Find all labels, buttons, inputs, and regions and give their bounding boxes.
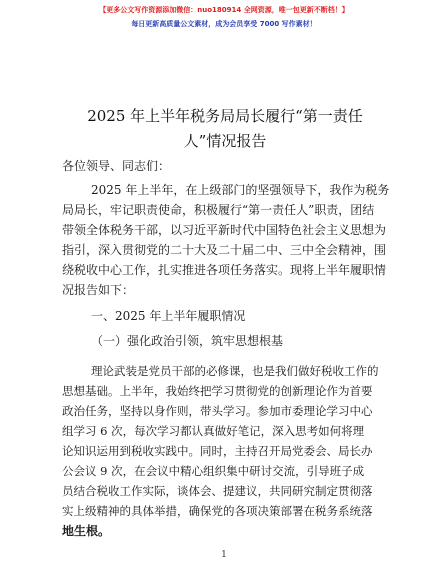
intro-line: 况报告如下： [62, 283, 135, 297]
document-title-line-2: 人”情况报告 [183, 132, 267, 150]
body-line: 理论武装是党员干部的必修课，也是我们做好税收工作的 [91, 364, 379, 378]
intro-line: 局局长，牢记职责使命，积极履行“第一责任人”职责，团结 [62, 203, 375, 217]
intro-line: 2025 年上半年，在上级部门的坚强领导下，我作为税务 [91, 183, 390, 197]
promo-banner-line-1: 【更多公文写作资源添加微信：nuo180914 全网资源，唯一包更新不断档！】 [99, 6, 349, 14]
intro-line: 带领全体税务干部，以习近平新时代中国特色社会主义思想为 [62, 223, 387, 237]
intro-line: 绕税收中心工作，扎实推进各项任务落实。现将上半年履职情 [62, 263, 387, 277]
body-line: 员结合税收工作实际，谈体会、提建议，共同研究制定贯彻落 [62, 484, 373, 498]
body-line: 论知识运用到税收实践中。同时，主持召开局党委会、局长办 [62, 444, 373, 458]
section-heading: 一、2025 年上半年履职情况 [91, 309, 246, 323]
subsection-heading: （一）强化政治引领，筑牢思想根基 [91, 334, 284, 348]
page-number: 1 [221, 550, 227, 560]
body-line: 实上级精神的具体举措，确保党的各项决策部署在税务系统落 [62, 504, 373, 518]
body-line: 组学习 6 次，每次学习都认真做好笔记，深入思考如何将理 [62, 424, 365, 438]
salutation: 各位领导、同志们： [62, 159, 171, 173]
promo-banner-line-2: 每日更新高质量公文素材，成为会员享受 7000 写作素材！ [131, 20, 317, 28]
body-line: 公会议 9 次，在会议中精心组织集中研讨交流，引导班子成 [62, 464, 365, 478]
closing-line: 地生根。 [62, 524, 111, 538]
intro-line: 指引，深入贯彻党的二十大及二十届二中、三中全会精神，围 [62, 243, 387, 257]
body-line: 思想基础。上半年，我始终把学习贯彻党的创新理论作为首要 [62, 384, 373, 398]
document-title-line-1: 2025 年上半年税务局局长履行“第一责任 [87, 107, 363, 125]
body-line: 政治任务，坚持以身作则，带头学习。参加市委理论学习中心 [62, 404, 373, 418]
